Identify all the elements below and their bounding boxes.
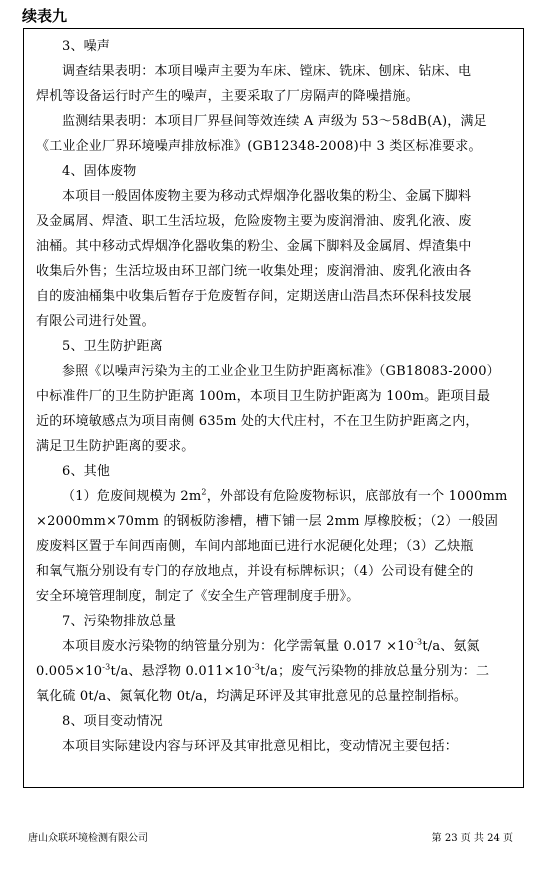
paragraph-line: 中标准件厂的卫生防护距离 100m，本项目卫生防护距离为 100m。距项目最 [36,389,491,404]
footer-organization: 唐山众联环境检测有限公司 [28,833,148,844]
section-heading-protection-distance: 5、卫生防护距离 [62,339,163,354]
paragraph-line: 有限公司进行处置。 [36,314,155,329]
paragraph-line: 参照《以噪声污染为主的工业企业卫生防护距离标准》（GB18083-2000） [62,364,500,379]
section-heading-noise: 3、噪声 [62,39,111,54]
paragraph-line [36,634,512,659]
paragraph-line: 满足卫生防护距离的要求。 [36,439,195,454]
footer-page-number: 第 23 页 共 24 页 [431,833,513,844]
section-heading-solid-waste: 4、固体废物 [62,164,137,179]
paragraph-line: 近的环境敏感点为项目南侧 635m 处的大代庄村，不在卫生防护距离之内， [36,414,479,429]
report-body [36,34,512,759]
paragraph-line [36,659,512,684]
paragraph-line: 自的废油桶集中收集后暂存于危废暂存间，定期送唐山浩昌杰环保科技发展 [36,289,472,304]
paragraph-line: 监测结果表明：本项目厂界昼间等效连续 A 声级为 53～58dB(A)，满足 [62,114,487,129]
superscript: -3 [251,662,261,672]
section-heading-other: 6、其他 [62,464,111,479]
superscript: -3 [414,637,423,647]
text-run: t/a、氨氮 [422,639,480,654]
paragraph-line: 油桶。其中移动式焊烟净化器收集的粉尘、金属下脚料及金属屑、焊渣集中 [36,239,472,254]
page-title: 续表九 [22,7,68,25]
superscript: -3 [102,662,111,672]
superscript: 2 [201,487,207,497]
section-heading-emission-total: 7、污染物排放总量 [62,614,177,629]
paragraph-line: 氧化硫 0t/a、氮氧化物 0t/a，均满足环评及其审批意见的总量控制指标。 [36,689,468,704]
paragraph-line: ×2000mm×70mm 的钢板防渗槽，槽下铺一层 2mm 厚橡胶板；（2）一般固 [36,514,499,529]
text-run: ，外部设有危险废物标识，底部放有一个 1000mm [206,489,508,504]
paragraph-line: 和氧气瓶分别设有专门的存放地点，并设有标牌标识；（4）公司设有健全的 [36,564,474,579]
paragraph-line: 收集后外售；生活垃圾由环卫部门统一收集处理；废润滑油、废乳化液由各 [36,264,472,279]
paragraph-line: 本项目一般固体废物主要为移动式焊烟净化器收集的粉尘、金属下脚料 [62,189,472,204]
text-run: t/a、悬浮物 0.011×10 [110,664,252,679]
paragraph-line: 安全环境管理制度，制定了《安全生产管理制度手册》。 [36,589,360,604]
paragraph-line: 废废料区置于车间西南侧，车间内部地面已进行水泥硬化处理；（3）乙炔瓶 [36,539,474,554]
paragraph-line: 《工业企业厂界环境噪声排放标准》(GB12348-2008)中 3 类区标准要求。 [36,139,482,154]
text-run: 本项目废水污染物的纳管量分别为：化学需氧量 0.017 ×10 [62,639,415,654]
paragraph-line: 及金属屑、焊渣、职工生活垃圾，危险废物主要为废润滑油、废乳化液、废 [36,214,472,229]
paragraph-line: 焊机等设备运行时产生的噪声，主要采取了厂房隔声的降噪措施。 [36,89,419,104]
paragraph-line: 调查结果表明：本项目噪声主要为车床、镗床、铣床、刨床、钻床、电 [62,64,472,79]
paragraph-line [36,484,512,509]
text-run: t/a；废气污染物的排放总量分别为：二 [260,664,490,679]
section-heading-project-changes: 8、项目变动情况 [62,714,163,729]
paragraph-line: 本项目实际建设内容与环评及其审批意见相比，变动情况主要包括： [62,739,459,754]
text-run: （1）危废间规模为 2m [62,489,202,504]
text-run: 0.005×10 [36,664,103,679]
